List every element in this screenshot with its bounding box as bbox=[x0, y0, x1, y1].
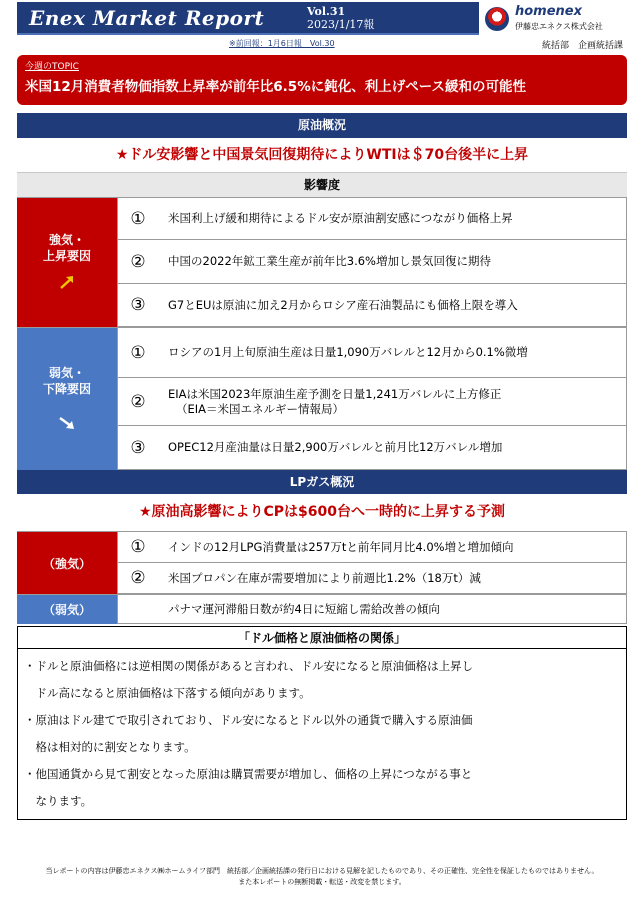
bear-factor-row bbox=[117, 378, 627, 426]
topic-label: 今週のTOPIC bbox=[25, 62, 79, 72]
row-text: パナマ運河滞船日数が約4日に短縮し需給改善の傾向 bbox=[168, 601, 440, 616]
crude-section-title: 原油概況 bbox=[17, 113, 627, 138]
row-number: ② bbox=[130, 251, 146, 272]
bear-factor-rows bbox=[117, 328, 627, 470]
bull-label-line2: 上昇要因 bbox=[42, 248, 91, 263]
report-date: 2023/1/17報 bbox=[307, 18, 375, 31]
lpg-bear-label: （弱気） bbox=[17, 595, 117, 624]
lpg-bull-rows bbox=[117, 532, 627, 594]
row-text-note: （EIA＝米国エネルギー情報局） bbox=[176, 401, 345, 416]
logo-mark-icon bbox=[485, 7, 509, 31]
row-text: インドの12月LPG消費量は257万tと前年同月比4.0%増と増加傾向 bbox=[168, 539, 514, 554]
lpg-bull-block bbox=[17, 531, 627, 594]
row-number: ② bbox=[130, 568, 146, 588]
note-line: ・ドルと原油価格には逆相関の関係があると言われ、ドル安になると原油価格は上昇し bbox=[24, 659, 474, 673]
disclaimer-line2: また本レポートの無断掲載・転送・改変を禁じます。 bbox=[238, 878, 406, 886]
previous-issue-link[interactable]: ※前回報：1月6日報 Vol.30 bbox=[229, 39, 335, 48]
row-text-multiline bbox=[158, 387, 626, 417]
row-text: 米国プロパン在庫が需要増加により前週比1.2%（18万t）減 bbox=[168, 570, 481, 585]
report-header bbox=[17, 2, 627, 35]
row-number: ③ bbox=[130, 295, 146, 315]
notes-box bbox=[17, 648, 627, 820]
crude-bear-block bbox=[17, 327, 627, 470]
bull-factor-label bbox=[17, 198, 117, 327]
logo-company-name: 伊藤忠エネクス株式会社 bbox=[515, 22, 603, 31]
bear-factor-row bbox=[117, 328, 627, 378]
notes-title: 「ドル価格と原油価格の関係」 bbox=[17, 626, 627, 648]
row-text: ロシアの1月上旬原油生産は日量1,090万バレルと12月から0.1%微増 bbox=[168, 345, 528, 359]
lpg-bear-row bbox=[117, 595, 627, 624]
disclaimer-footer bbox=[0, 866, 644, 888]
note-line: ・他国通貨から見て割安となった原油は購買需要が増加し、価格の上昇につながる事と bbox=[24, 767, 473, 781]
bull-factor-row bbox=[117, 198, 627, 240]
row-number: ① bbox=[130, 537, 146, 557]
lpg-bull-row bbox=[117, 563, 627, 594]
bull-label-line1: 強気・ bbox=[48, 232, 85, 247]
logo-name: homenex bbox=[515, 4, 583, 19]
row-number: ① bbox=[130, 342, 146, 363]
report-page bbox=[17, 0, 627, 820]
row-text: G7とEUは原油に加え2月からロシア産石油製品にも価格上限を導入 bbox=[168, 297, 518, 312]
bull-factor-row bbox=[117, 284, 627, 327]
lpg-headline: ★原油高影響によりCPは$600台へ一時的に上昇する予測 bbox=[138, 504, 506, 520]
crude-bull-block bbox=[17, 197, 627, 327]
bear-factor-label bbox=[17, 328, 117, 470]
lpg-bull-label: （強気） bbox=[17, 532, 117, 594]
row-text: 米国利上げ緩和期待によるドル安が原油割安感につながり価格上昇 bbox=[168, 211, 513, 225]
bear-factor-row bbox=[117, 426, 627, 470]
arrow-up-right-icon bbox=[56, 272, 78, 294]
company-logo bbox=[483, 4, 627, 34]
row-text: EIAは米国2023年原油生産予測を日量1,241万バレルに上方修正 bbox=[168, 386, 502, 401]
lpg-bull-row bbox=[117, 532, 627, 563]
note-line: ドル高になると原油価格は下落する傾向があります。 bbox=[24, 686, 311, 700]
row-number: ① bbox=[130, 208, 146, 229]
lpg-bear-rows bbox=[117, 595, 627, 624]
topic-text: 米国12月消費者物価指数上昇率が前年比6.5%に鈍化、利上げペース緩和の可能性 bbox=[25, 79, 527, 95]
row-text: 中国の2022年鉱工業生産が前年比3.6%増加し景気回復に期待 bbox=[168, 254, 491, 268]
subheader bbox=[17, 35, 627, 51]
weekly-topic bbox=[17, 55, 627, 105]
bear-label-line1: 弱気・ bbox=[48, 366, 85, 380]
bear-label-line2: 下降要因 bbox=[42, 382, 91, 396]
crude-headline: ★ドル安影響と中国景気回復期待によりWTIは＄70台後半に上昇 bbox=[17, 138, 627, 173]
lpg-bear-block bbox=[17, 594, 627, 624]
note-line: なります。 bbox=[24, 794, 93, 808]
note-line: ・原油はドル建てで取引されており、ドル安になるとドル以外の通貨で購入する原油価 bbox=[24, 713, 473, 727]
volume-number: Vol.31 bbox=[307, 5, 346, 18]
title-banner bbox=[17, 2, 479, 35]
note-line: 格は相対的に割安となります。 bbox=[24, 740, 196, 754]
report-title: Enex Market Report bbox=[29, 6, 265, 30]
disclaimer-line1: 当レポートの内容は伊藤忠エネクス㈱ホームライフ部門 統括部／企画統括課の発行日における見解を記したものであり、その正確性、完全性を保証したものではありません。 bbox=[45, 867, 599, 875]
department: 統括部 企画統括課 bbox=[541, 41, 623, 51]
row-number: ② bbox=[130, 391, 146, 412]
volume-date bbox=[307, 5, 374, 31]
row-text: OPEC12月産油量は日量2,900万バレルと前月比12万バレル増加 bbox=[168, 440, 503, 454]
arrow-down-right-icon bbox=[56, 411, 78, 433]
row-number: ③ bbox=[130, 437, 146, 458]
bull-factor-row bbox=[117, 240, 627, 284]
bull-factor-rows bbox=[117, 198, 627, 327]
impact-label: 影響度 bbox=[17, 173, 627, 197]
lpg-section-title: LPガス概況 bbox=[17, 470, 627, 494]
